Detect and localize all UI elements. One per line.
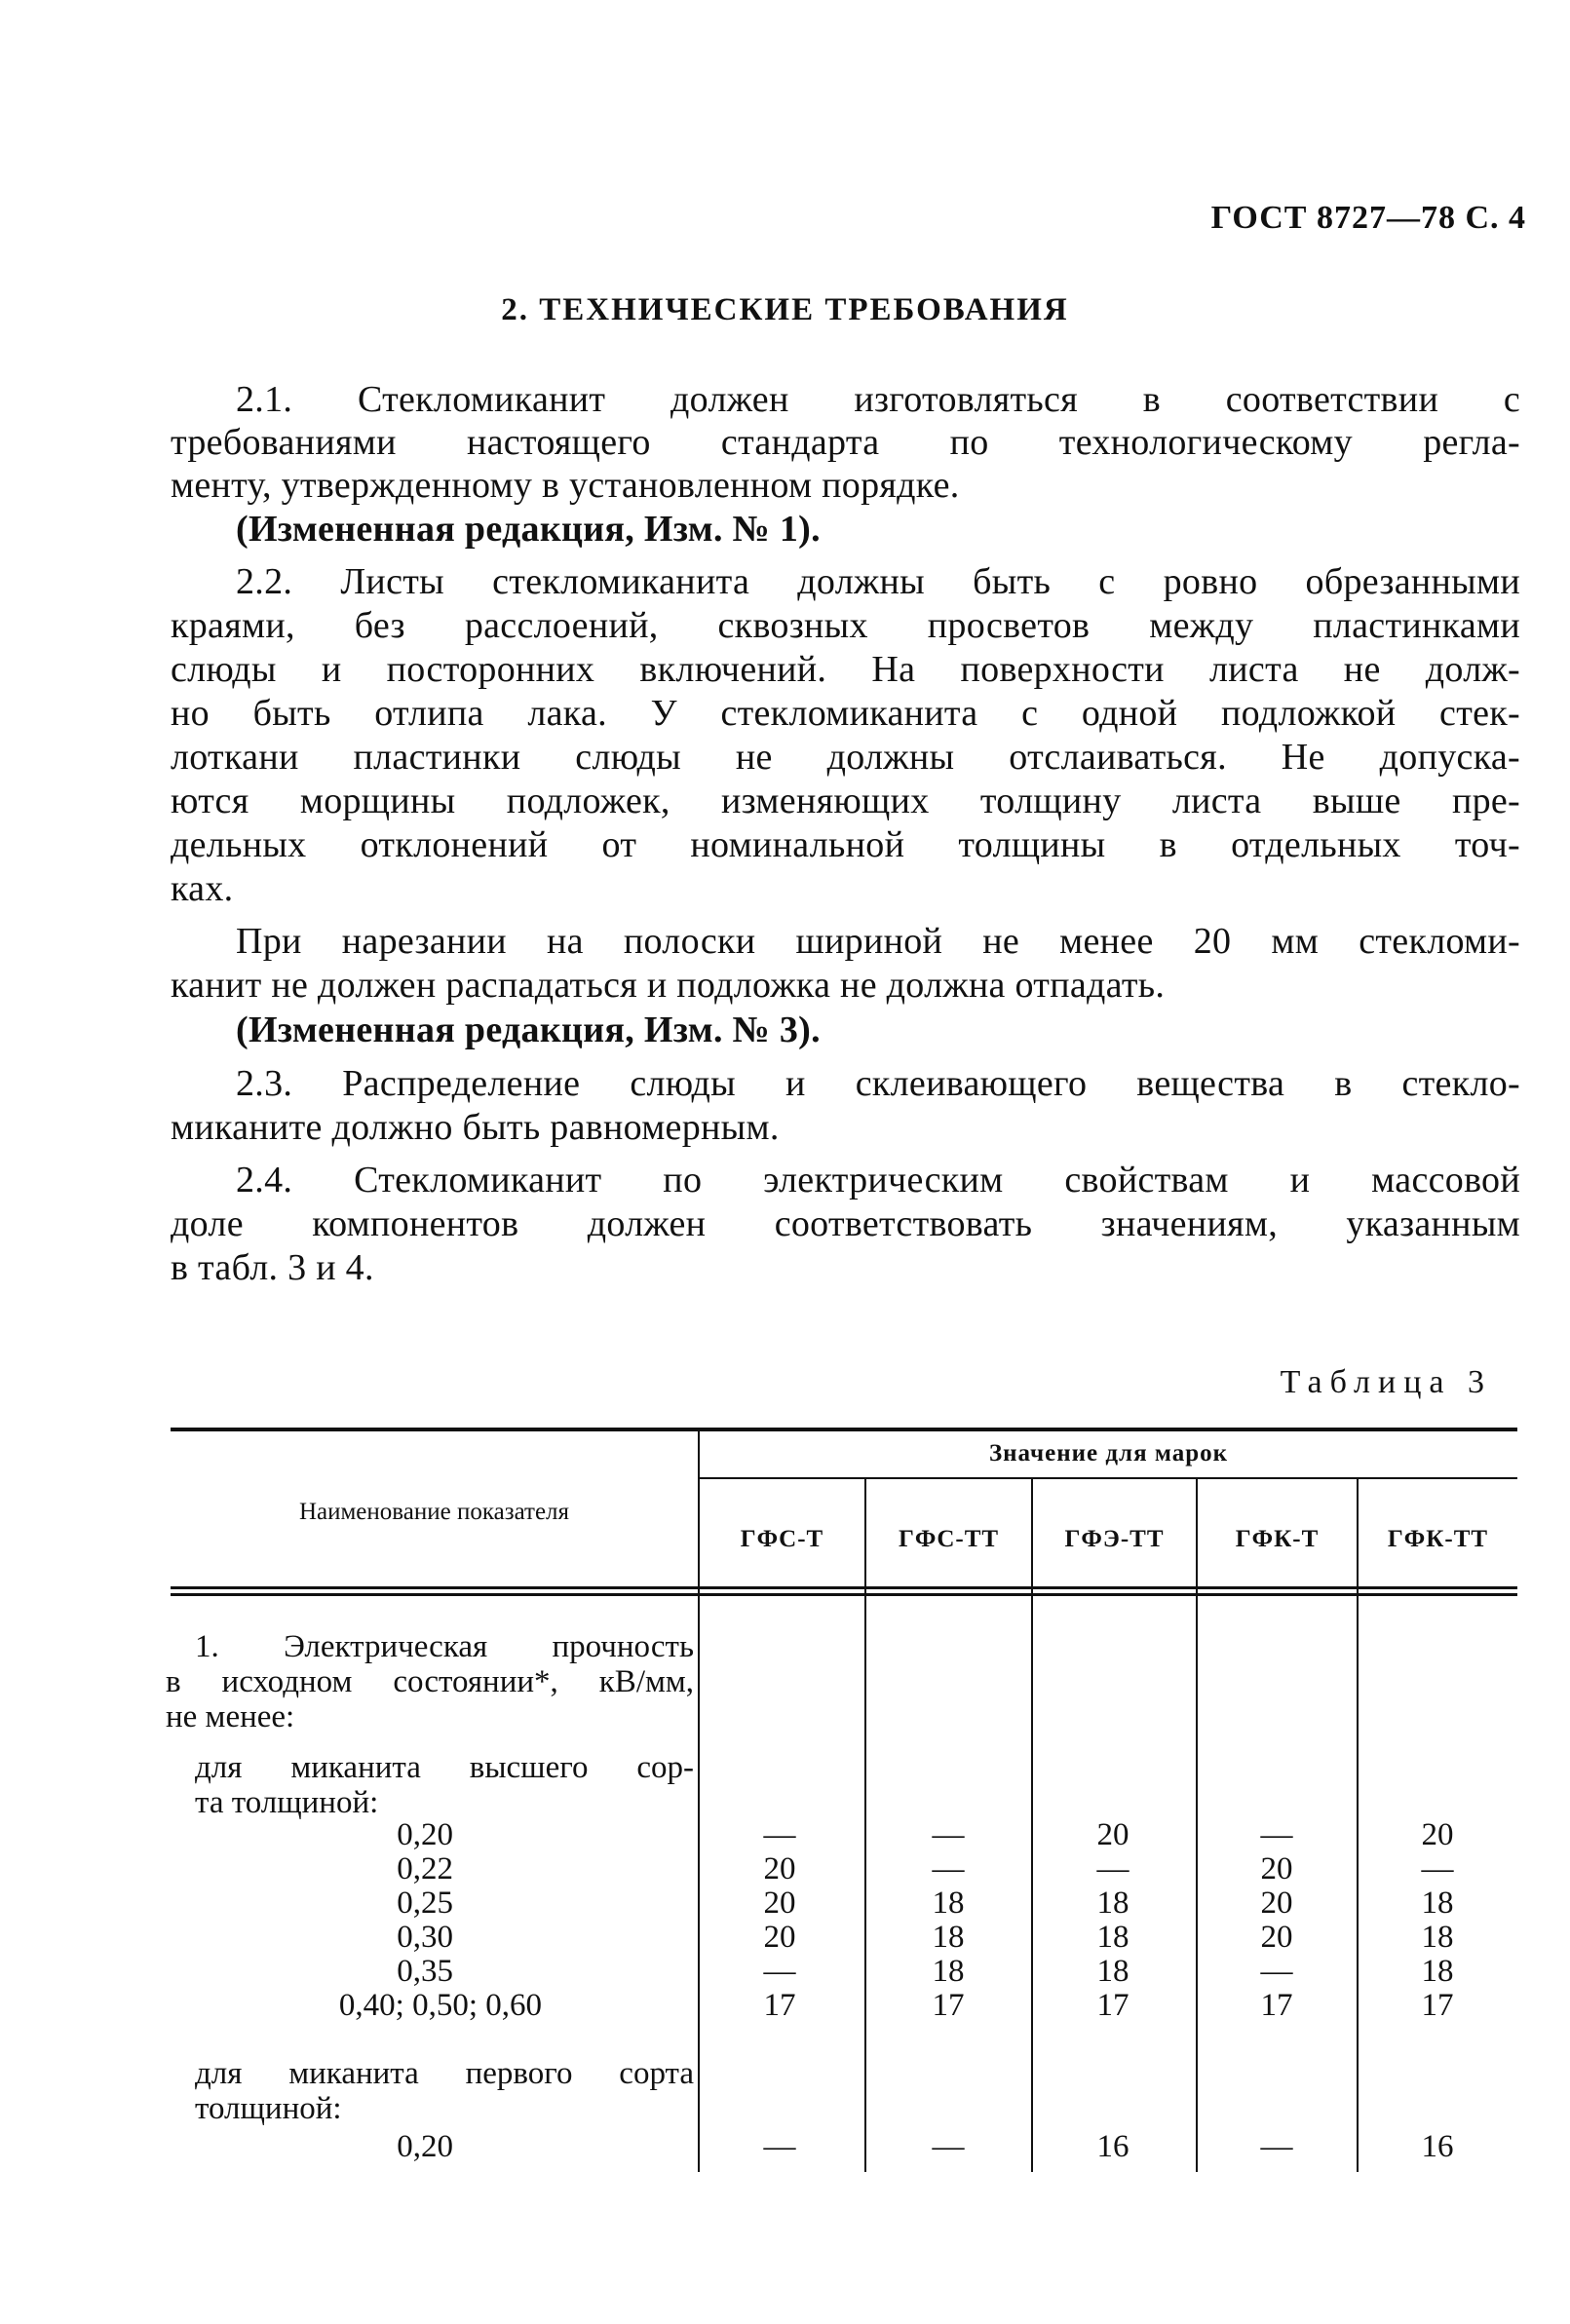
column-header-grade: ГФС-Т (740, 1526, 824, 1552)
table-column-divider (864, 1479, 866, 2172)
value-cell: 18 (1421, 1920, 1454, 1955)
value-cell: 20 (1260, 1851, 1293, 1886)
paragraph-2-2-line: слюды и посторонних включений. На поверхности листа не долж- (171, 649, 1520, 690)
value-cell: 20 (1260, 1920, 1293, 1955)
table-header-rule (171, 1593, 1517, 1596)
thickness-cell: 0,35 (397, 1954, 453, 1989)
paragraph-2-2-line: ках. (171, 868, 234, 909)
column-header-grade: ГФК-Т (1235, 1526, 1320, 1552)
thickness-cell: 0,25 (397, 1886, 453, 1921)
group-label-line: для миканита первого сорта (195, 2056, 694, 2091)
column-header-grade-group: Значение для марок (988, 1440, 1229, 1467)
table-top-rule (171, 1428, 1517, 1431)
value-cell: — (1260, 1954, 1293, 1989)
value-cell: 18 (1096, 1954, 1130, 1989)
paragraph-2-3-line: миканите должно быть равномерным. (171, 1107, 780, 1148)
value-cell: 20 (763, 1886, 796, 1921)
value-cell: 18 (1096, 1886, 1130, 1921)
value-cell: 16 (1421, 2129, 1454, 2164)
paragraph-2-3-line: 2.3. Распределение слюды и склеивающего вещества в стекло- (236, 1063, 1520, 1104)
paragraph-2-1-line: менту, утвержденному в установленном порядке. (171, 465, 960, 506)
table-header-rule (171, 1586, 1517, 1589)
value-cell: — (1421, 1851, 1454, 1886)
value-cell: 18 (1421, 1954, 1454, 1989)
value-cell: 18 (1421, 1886, 1454, 1921)
value-cell: 20 (1260, 1886, 1293, 1921)
thickness-cell: 0,30 (397, 1920, 453, 1955)
value-cell: 20 (1421, 1817, 1454, 1852)
group-label-line: толщиной: (195, 2091, 342, 2126)
value-cell: — (763, 1817, 796, 1852)
value-cell: 16 (1096, 2129, 1130, 2164)
value-cell: — (1260, 2129, 1293, 2164)
page-header: ГОСТ 8727—78 С. 4 (1210, 200, 1526, 236)
indicator-name-line: 1. Электрическая прочность (195, 1629, 694, 1664)
group-label-line: для миканита высшего сор- (195, 1750, 694, 1785)
paragraph-2-4-line: доле компонентов должен соответствовать значениям, указанным (171, 1203, 1520, 1244)
value-cell: — (932, 1817, 965, 1852)
paragraph-2-2-line: но быть отлипа лака. У стекломиканита с одной подложкой стек- (171, 693, 1520, 734)
paragraph-2-1-line: 2.1. Стекломиканит должен изготовляться в соответствии с (236, 379, 1520, 420)
value-cell: 17 (763, 1988, 796, 2023)
paragraph-2-2-cont-line: канит не должен распадаться и подложка не должна отпадать. (171, 965, 1166, 1006)
paragraph-2-2-line: лоткани пластинки слюды не должны отслаиваться. Не допуска- (171, 737, 1520, 778)
thickness-cell: 0,20 (397, 2129, 453, 2164)
thickness-cell: 0,20 (397, 1817, 453, 1852)
value-cell: 17 (932, 1988, 965, 2023)
column-header-grade: ГФЭ-ТТ (1064, 1526, 1165, 1552)
table-column-divider (1357, 1479, 1359, 2172)
table-column-divider (1031, 1479, 1033, 2172)
paragraph-2-4-line: в табл. 3 и 4. (171, 1247, 374, 1288)
thickness-cell: 0,40; 0,50; 0,60 (338, 1988, 542, 2023)
value-cell: 20 (763, 1920, 796, 1955)
table-column-divider (1196, 1479, 1198, 2172)
column-header-indicator: Наименование показателя (298, 1499, 570, 1525)
table-group-rule (700, 1477, 1517, 1479)
value-cell: 18 (932, 1920, 965, 1955)
value-cell: — (932, 2129, 965, 2164)
table-caption: Таблица 3 (1280, 1364, 1492, 1400)
value-cell: 18 (1096, 1920, 1130, 1955)
value-cell: 18 (932, 1886, 965, 1921)
value-cell: 17 (1260, 1988, 1293, 2023)
paragraph-2-4-line: 2.4. Стекломиканит по электрическим свойствам и массовой (236, 1160, 1520, 1200)
amendment-note-1: (Измененная редакция, Изм. № 1). (236, 509, 821, 550)
value-cell: 20 (763, 1851, 796, 1886)
value-cell: — (932, 1851, 965, 1886)
value-cell: 20 (1096, 1817, 1130, 1852)
paragraph-2-1-line: требованиями настоящего стандарта по технологическому регла- (171, 422, 1520, 463)
column-header-grade: ГФС-ТТ (898, 1526, 1000, 1552)
amendment-note-3: (Измененная редакция, Изм. № 3). (236, 1010, 821, 1050)
value-cell: 18 (932, 1954, 965, 1989)
value-cell: — (1260, 1817, 1293, 1852)
value-cell: 17 (1421, 1988, 1454, 2023)
section-title: 2. ТЕХНИЧЕСКИЕ ТРЕБОВАНИЯ (501, 292, 1069, 327)
thickness-cell: 0,22 (397, 1851, 453, 1886)
paragraph-2-2-line: дельных отклонений от номинальной толщины в отдельных точ- (171, 824, 1520, 865)
value-cell: 17 (1096, 1988, 1130, 2023)
paragraph-2-2-cont-line: При нарезании на полоски шириной не менее 20 мм стекломи- (236, 921, 1520, 962)
paragraph-2-2-line: ются морщины подложек, изменяющих толщину листа выше пре- (171, 781, 1520, 821)
indicator-name-line: не менее: (166, 1699, 295, 1734)
value-cell: — (1096, 1851, 1130, 1886)
value-cell: — (763, 2129, 796, 2164)
value-cell: — (763, 1954, 796, 1989)
paragraph-2-2-line: краями, без расслоений, сквозных просветов между пластинками (171, 605, 1520, 646)
indicator-name-line: в исходном состоянии*, кВ/мм, (166, 1664, 694, 1699)
column-header-grade: ГФК-ТТ (1387, 1526, 1489, 1552)
paragraph-2-2-line: 2.2. Листы стекломиканита должны быть с ровно обрезанными (236, 561, 1520, 602)
group-label-line: та толщиной: (195, 1785, 379, 1820)
